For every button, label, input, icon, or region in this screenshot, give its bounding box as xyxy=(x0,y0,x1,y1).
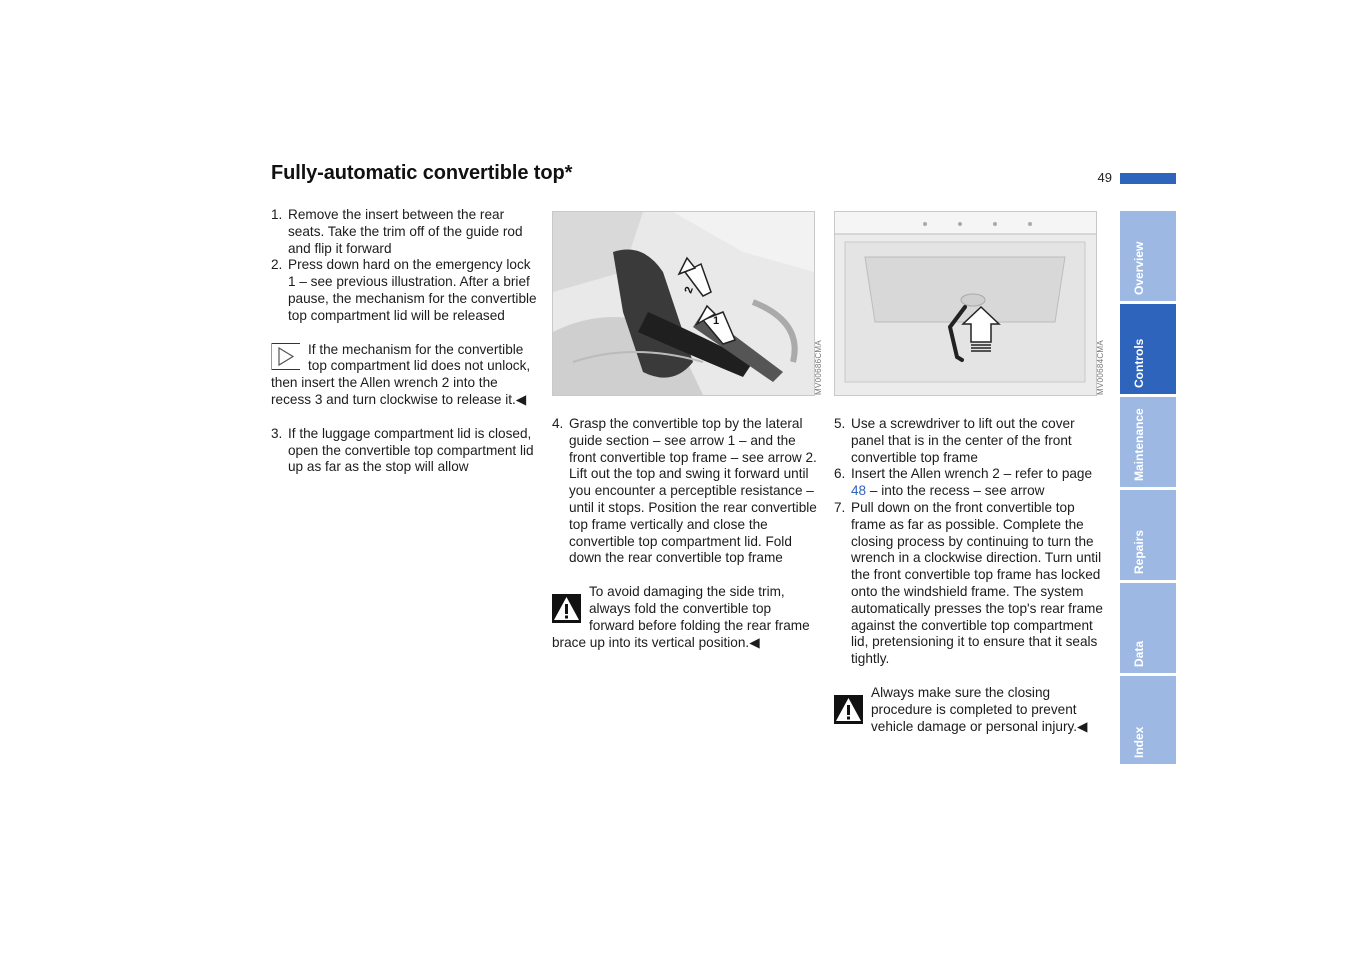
warning-text-1: To avoid damaging the side trim, always fold the convertible top forward before folding the rear frame brace up into its vertical position.◀ xyxy=(552,584,810,650)
warning-block-2 xyxy=(834,685,1106,735)
tab-controls[interactable]: Controls xyxy=(1120,304,1176,394)
step-4-text: Grasp the convertible top by the lateral guide section – see arrow 1 – and the front convertible top frame – see arrow 2. Lift out the top and swing it forward until you encounter a perceptible resistance – until it stops. Position the rear convertible top frame vertically and close the convertible top compartment lid. Fold down the rear convertible top frame xyxy=(569,416,817,566)
warning-block-1 xyxy=(552,584,820,651)
page-title: Fully-automatic convertible top* xyxy=(271,162,573,184)
tab-maintenance[interactable]: Maintenance xyxy=(1120,397,1176,487)
page-number-bar xyxy=(1120,173,1176,184)
warning-text-2: Always make sure the closing procedure is completed to prevent vehicle damage or personal injury.◀ xyxy=(871,684,1088,734)
column-3 xyxy=(834,416,1106,735)
figure-2-code: MV00684CMA xyxy=(1096,339,1105,395)
column-2 xyxy=(552,416,820,651)
step-6-text-after: – into the recess – see arrow xyxy=(866,483,1045,499)
tab-data[interactable]: Data xyxy=(1120,583,1176,673)
step-1: 1. Remove the insert between the rear seats. Take the trim off of the guide rod and flip it forward xyxy=(271,207,523,256)
figure-convertible-top-folding xyxy=(552,211,815,396)
step-5: 5. Use a screwdriver to lift out the cover panel that is in the center of the front convertible top frame xyxy=(834,416,1075,465)
step-2: 2. Press down hard on the emergency lock 1 – see previous illustration. After a brief pause, the mechanism for the convertible top compartment lid will be released xyxy=(271,257,537,323)
svg-text:1: 1 xyxy=(713,315,720,327)
cover-panel-illustration xyxy=(835,212,1096,395)
figure-1-code: MV00686CMA xyxy=(814,339,823,395)
figure-cover-panel xyxy=(834,211,1097,396)
step-2-text: Press down hard on the emergency lock 1 – see previous illustration. After a brief pause, the mechanism for the convertible top compartment lid will be released xyxy=(288,257,537,323)
step-6: 6. Insert the Allen wrench 2 – refer to page 48 – into the recess – see arrow xyxy=(834,466,1093,499)
step-7-text: Pull down on the front convertible top frame as far as possible. Complete the closing process by continuing to turn the wrench in a clockwise direction. Turn until the front convertible top frame has locked onto the windshield frame. The system automatically presses the top's rear frame against the convertible top compartment lid, pretensioning it to ensure that it seals tightly. xyxy=(851,499,1103,667)
note-arrow-icon xyxy=(271,343,300,370)
step-5-text: Use a screwdriver to lift out the cover panel that is in the center of the front convertible top frame xyxy=(851,416,1075,465)
step-6-text-before: Insert the Allen wrench 2 – refer to page xyxy=(851,466,1093,482)
step-1-text: Remove the insert between the rear seats. Take the trim off of the guide rod and flip it forward xyxy=(288,207,523,256)
tab-index[interactable]: Index xyxy=(1120,676,1176,764)
warning-icon xyxy=(552,594,581,623)
step-7: 7. Pull down on the front convertible top frame as far as possible. Complete the closing process by continuing to turn the wrench in a clockwise direction. Turn until the front convertible top frame has locked onto the windshield frame. The system automatically presses the top's rear frame against the convertible top compartment lid, pretensioning it to ensure that it seals tightly. xyxy=(834,499,1103,667)
step-4: 4. Grasp the convertible top by the lateral guide section – see arrow 1 – and the front convertible top frame – see arrow 2. Lift out the top and swing it forward until you encounter a perceptible resistance – until it stops. Position the rear convertible top frame vertically and close the convertible top compartment lid. Fold down the rear convertible top frame xyxy=(552,416,817,566)
note-block xyxy=(271,342,539,409)
step-3: 3. If the luggage compartment lid is closed, open the convertible top compartment lid up as far as the stop will allow xyxy=(271,425,534,475)
page-48-link[interactable]: 48 xyxy=(851,483,867,499)
note-text: If the mechanism for the convertible top compartment lid does not unlock, then insert the Allen wrench 2 into the recess 3 and turn clockwise to release it.◀ xyxy=(271,341,531,407)
svg-text:2: 2 xyxy=(682,285,696,296)
warning-icon xyxy=(834,695,863,724)
page-number: 49 xyxy=(1097,170,1112,185)
column-1 xyxy=(271,207,539,476)
tab-overview[interactable]: Overview xyxy=(1120,211,1176,301)
convertible-top-illustration xyxy=(553,212,814,395)
tab-repairs[interactable]: Repairs xyxy=(1120,490,1176,580)
step-3-text: If the luggage compartment lid is closed, open the convertible top compartment lid up as far as the stop will allow xyxy=(288,425,534,475)
